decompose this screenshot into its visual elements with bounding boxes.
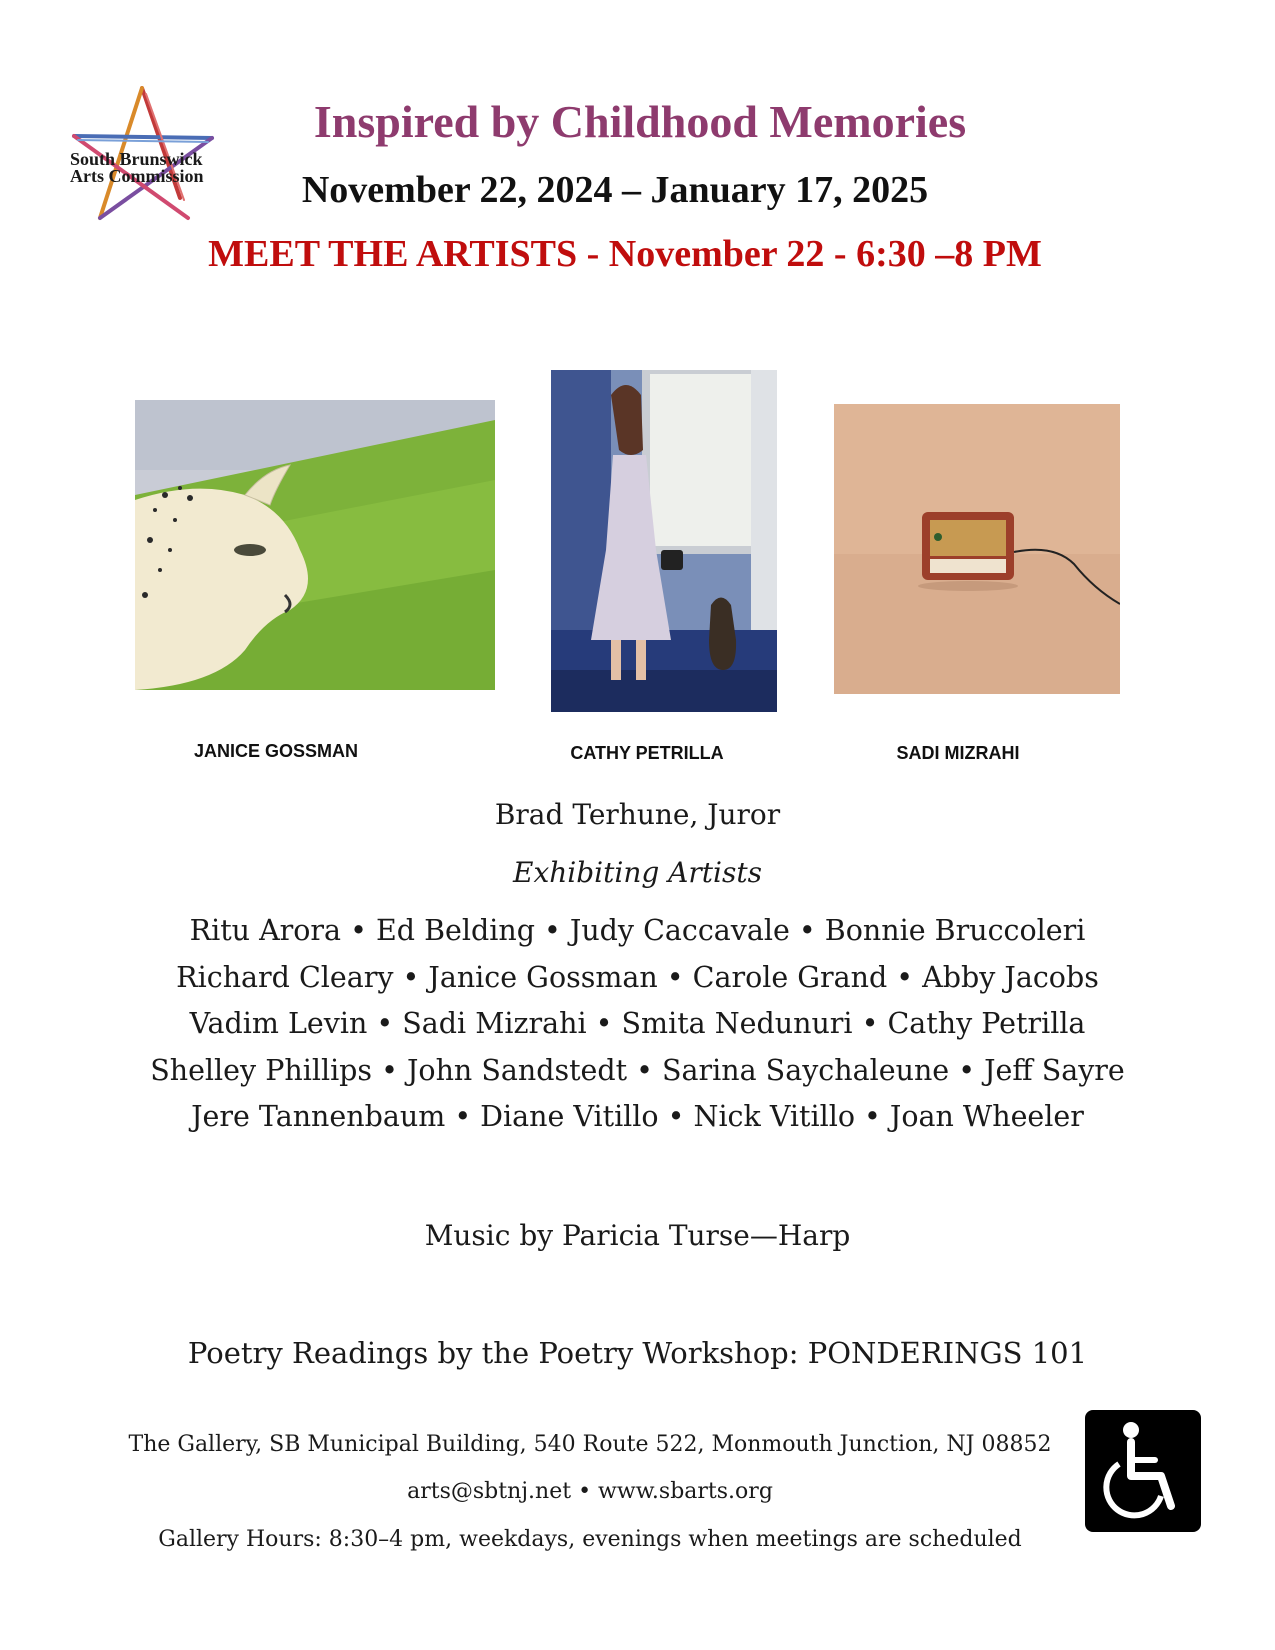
artist-list-line: Richard Cleary • Janice Gossman • Carole Grand • Abby Jacobs xyxy=(176,961,1099,994)
artist-list-line: Shelley Phillips • John Sandstedt • Sarina Saychaleune • Jeff Sayre xyxy=(150,1054,1125,1087)
artwork-sheep-image xyxy=(135,400,495,690)
artwork-radio-image xyxy=(834,404,1120,694)
wheelchair-accessible-icon xyxy=(1085,1410,1201,1532)
music-line: Music by Paricia Turse—Harp xyxy=(424,1219,851,1252)
exhibiting-artists-heading: Exhibiting Artists xyxy=(513,856,762,889)
logo-line-1: South Brunswick xyxy=(70,149,203,169)
gallery-hours: Gallery Hours: 8:30–4 pm, weekdays, evenings when meetings are scheduled xyxy=(158,1527,1022,1552)
gallery-address: The Gallery, SB Municipal Building, 540 Route 522, Monmouth Junction, NJ 08852 xyxy=(128,1432,1052,1457)
poetry-line: Poetry Readings by the Poetry Workshop: PONDERINGS 101 xyxy=(187,1336,1088,1370)
artist-caption: JANICE GOSSMAN xyxy=(193,741,359,761)
exhibition-title: Inspired by Childhood Memories xyxy=(313,96,967,147)
contact-line[interactable]: arts@sbtnj.net • www.sbarts.org xyxy=(407,1479,773,1504)
artist-list-line: Ritu Arora • Ed Belding • Judy Caccavale • Bonnie Bruccoleri xyxy=(189,914,1086,947)
meet-the-artists: MEET THE ARTISTS - November 22 - 6:30 –8 PM xyxy=(208,233,1042,275)
juror-line: Brad Terhune, Juror xyxy=(494,798,781,831)
artist-list-line: Jere Tannenbaum • Diane Vitillo • Nick Vitillo • Joan Wheeler xyxy=(191,1100,1084,1133)
artist-caption: CATHY PETRILLA xyxy=(570,743,724,763)
logo-line-2: Arts Commission xyxy=(70,166,204,186)
exhibition-dates: November 22, 2024 – January 17, 2025 xyxy=(301,169,929,211)
artist-list-line: Vadim Levin • Sadi Mizrahi • Smita Nedunuri • Cathy Petrilla xyxy=(189,1007,1086,1040)
artwork-girl-window-image xyxy=(551,370,777,712)
artist-caption: SADI MIZRAHI xyxy=(896,743,1020,763)
